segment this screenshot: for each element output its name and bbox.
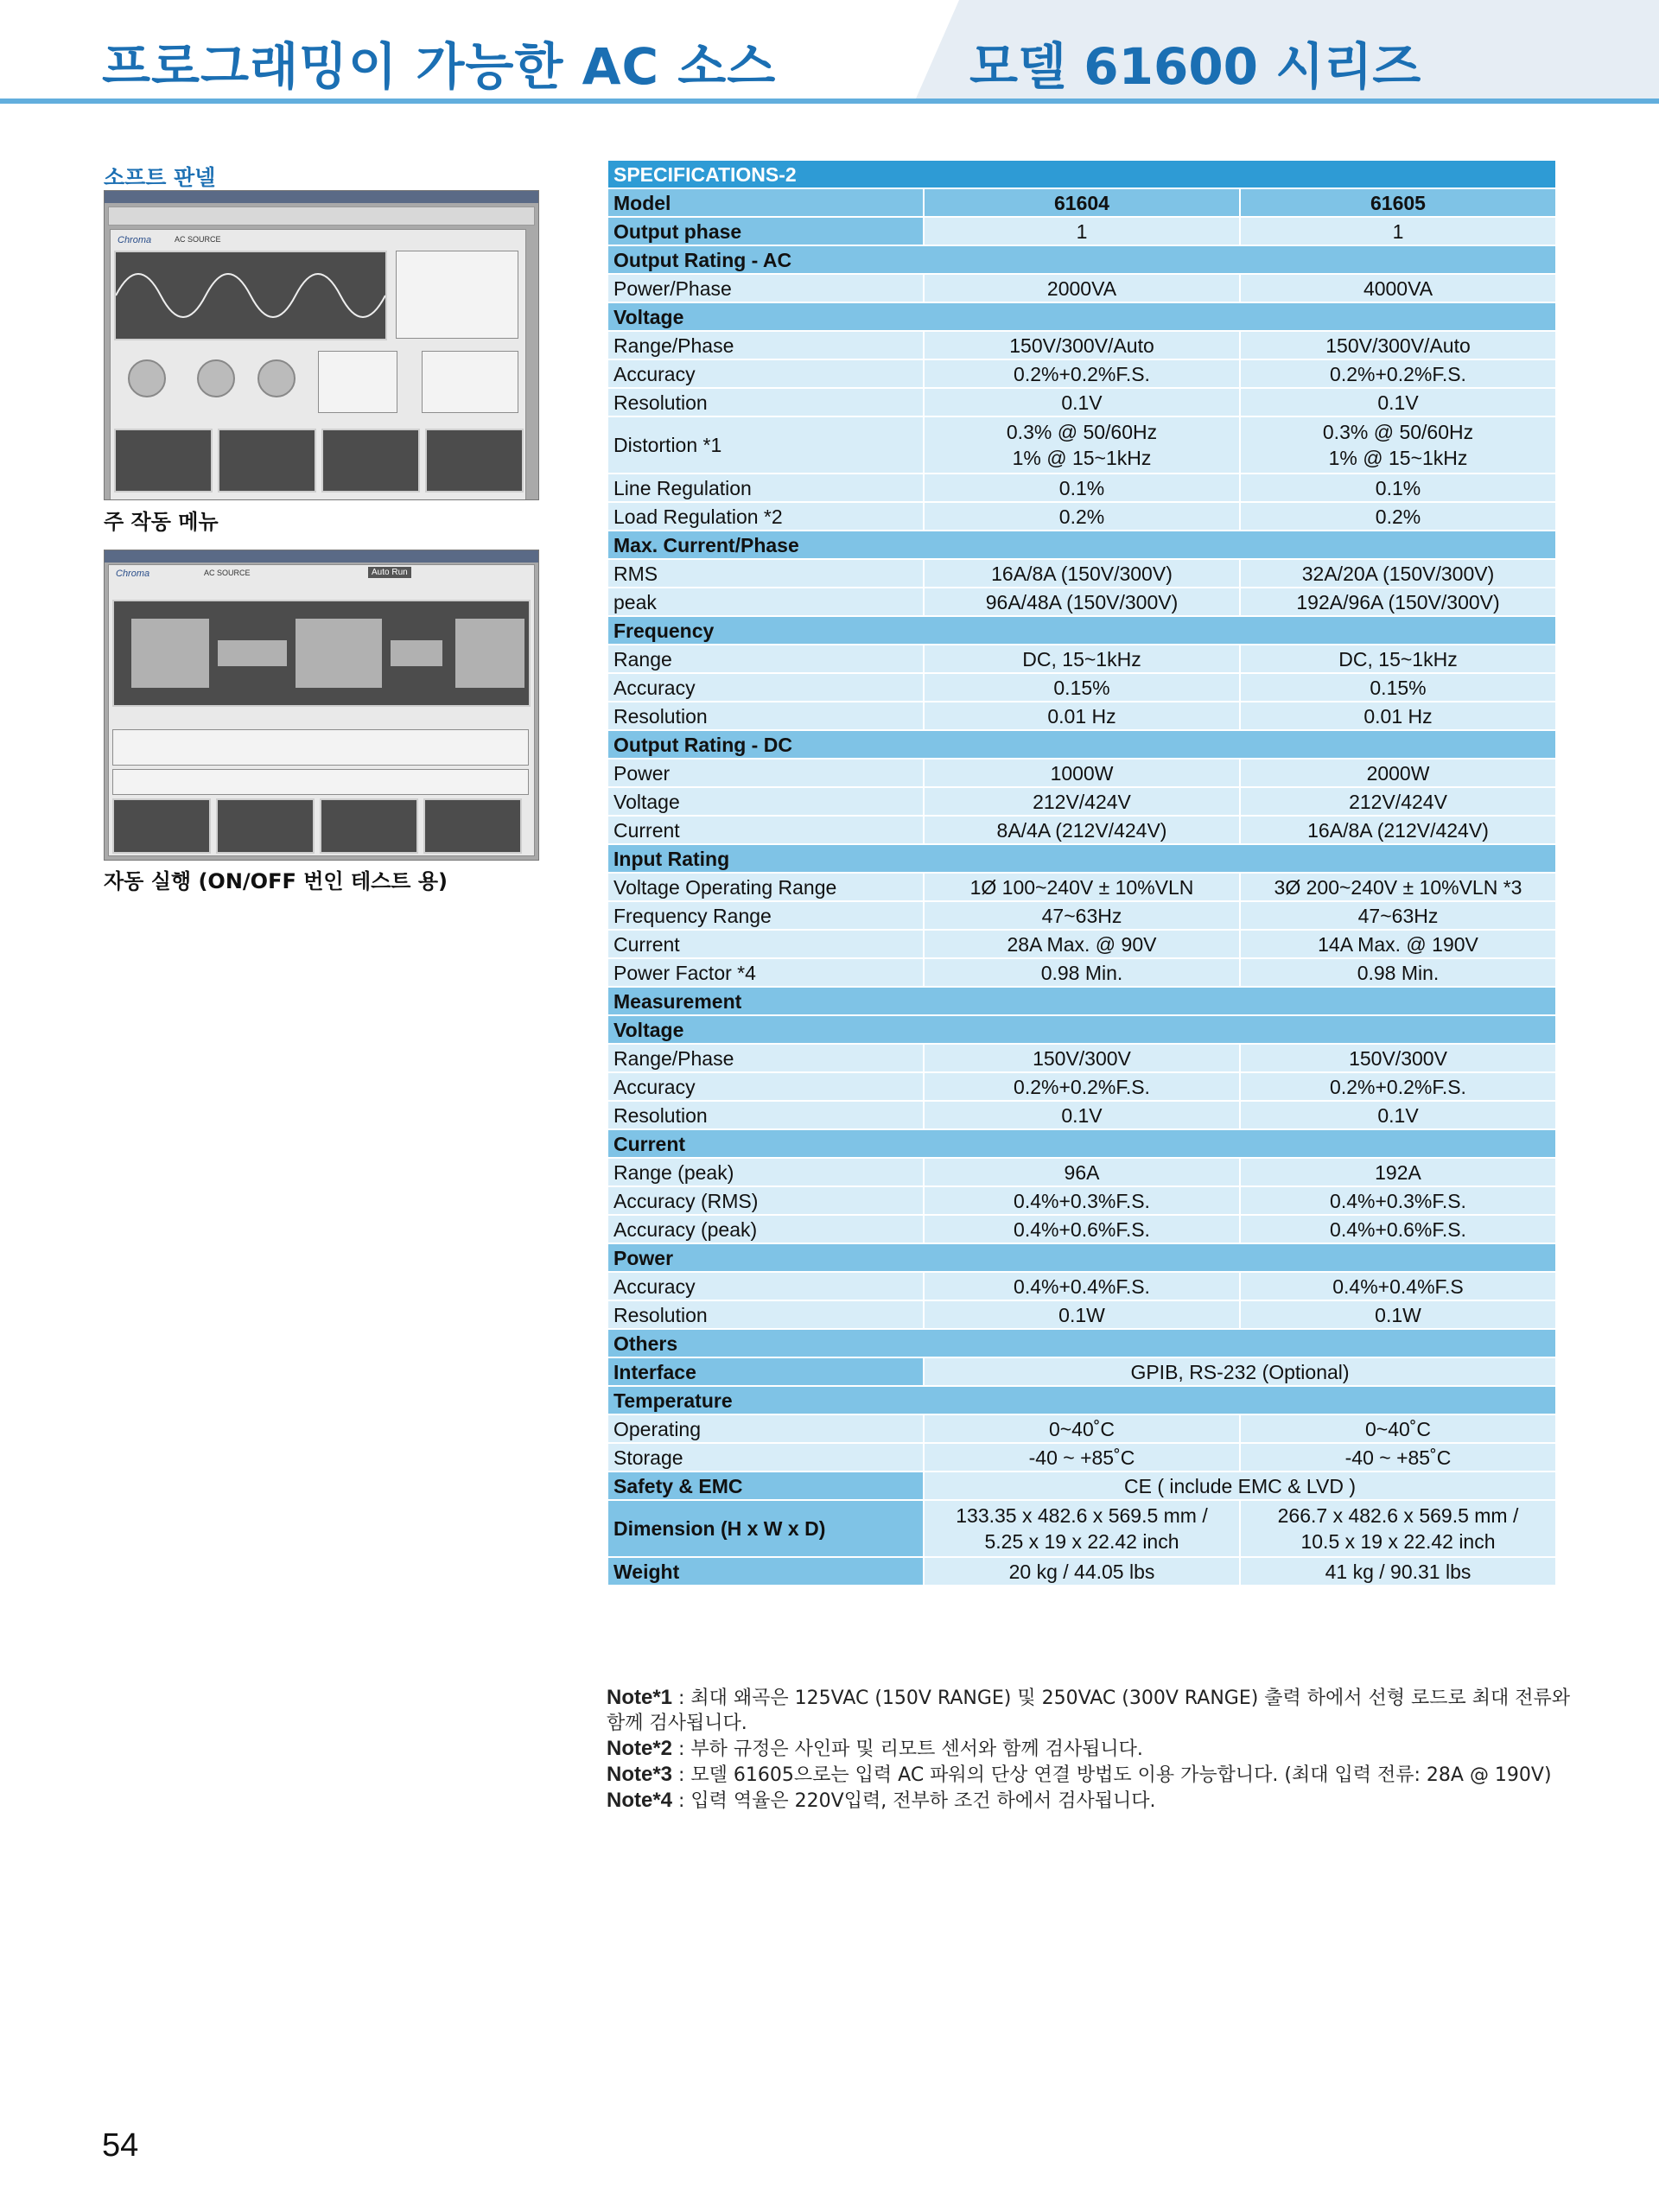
spec-label: Line Regulation xyxy=(607,474,924,502)
spec-label: Voltage Operating Range xyxy=(607,873,924,901)
spec-row xyxy=(607,1414,1556,1443)
screenshot-window xyxy=(110,229,526,500)
spec-label: Dimension (H x W x D) xyxy=(607,1500,924,1557)
spec-table xyxy=(607,159,1557,1586)
spec-value-61605: 0.2%+0.2%F.S. xyxy=(1240,359,1556,388)
spec-label: Storage xyxy=(607,1443,924,1471)
spec-value-61605: 0.01 Hz xyxy=(1240,702,1556,730)
spec-section-row xyxy=(607,1129,1556,1158)
auto-run-button: Auto Run xyxy=(368,567,411,578)
spec-label: Resolution xyxy=(607,388,924,416)
page-header xyxy=(0,0,1659,104)
spec-row xyxy=(607,673,1556,702)
notes xyxy=(607,1685,1574,1814)
mini-scope-1 xyxy=(114,429,213,493)
section-heading: Temperature xyxy=(607,1386,1556,1414)
main-menu-caption: 주 작동 메뉴 xyxy=(104,510,219,534)
spec-label: Resolution xyxy=(607,702,924,730)
spec-section-row xyxy=(607,844,1556,873)
spec-row xyxy=(607,1300,1556,1329)
spec-value-61604: 0.01 Hz xyxy=(924,702,1240,730)
mini-scope-2 xyxy=(216,798,315,854)
spec-value-61605: 0.1V xyxy=(1240,1101,1556,1129)
spec-label: Accuracy (RMS) xyxy=(607,1186,924,1215)
note-text: : 부하 규정은 사인파 및 리모트 센서와 함께 검사됩니다. xyxy=(672,1738,1143,1760)
spec-value-61604: 8A/4A (212V/424V) xyxy=(924,816,1240,844)
section-heading: Others xyxy=(607,1329,1556,1357)
spec-label: Resolution xyxy=(607,1101,924,1129)
model-61605: 61605 xyxy=(1240,188,1556,217)
sine-wave xyxy=(116,252,385,339)
section-heading: Measurement xyxy=(607,987,1556,1015)
mini-scope-3 xyxy=(320,798,418,854)
spec-value-61604: 212V/424V xyxy=(924,787,1240,816)
header-rule xyxy=(0,99,1659,104)
dc-voltage-knob xyxy=(257,359,296,397)
spec-row xyxy=(607,1072,1556,1101)
spec-row xyxy=(607,1101,1556,1129)
spec-value-61605: 150V/300V/Auto xyxy=(1240,331,1556,359)
sequence-fields xyxy=(112,769,529,795)
spec-row xyxy=(607,388,1556,416)
section-heading: Output Rating - DC xyxy=(607,730,1556,759)
spec-value-61604: 96A xyxy=(924,1158,1240,1186)
spec-value-61604: 0.4%+0.3%F.S. xyxy=(924,1186,1240,1215)
spec-value-61604: 0.3% @ 50/60Hz 1% @ 15~1kHz xyxy=(924,416,1240,474)
spec-label: Accuracy xyxy=(607,359,924,388)
mini-scope-4 xyxy=(423,798,522,854)
spec-label: Interface xyxy=(607,1357,924,1386)
spec-value-61605: 0.3% @ 50/60Hz 1% @ 15~1kHz xyxy=(1240,416,1556,474)
spec-value-61605: 150V/300V xyxy=(1240,1044,1556,1072)
spec-value-61605: 0.15% xyxy=(1240,673,1556,702)
spec-label: Range/Phase xyxy=(607,1044,924,1072)
spec-label: Power/Phase xyxy=(607,274,924,302)
spec-section-row xyxy=(607,987,1556,1015)
spec-section-row xyxy=(607,730,1556,759)
spec-row xyxy=(607,588,1556,616)
page-title: 프로그래밍이 가능한 AC 소스 xyxy=(102,37,777,96)
spec-label: RMS xyxy=(607,559,924,588)
spec-label: Accuracy xyxy=(607,1272,924,1300)
spec-label: Distortion *1 xyxy=(607,416,924,474)
spec-row xyxy=(607,1272,1556,1300)
model-label: Model xyxy=(607,188,924,217)
screenshot-menubar xyxy=(108,207,535,226)
spec-row xyxy=(607,559,1556,588)
spec-value-61604: 1000W xyxy=(924,759,1240,787)
spec-value-61604: 96A/48A (150V/300V) xyxy=(924,588,1240,616)
spec-value-61605: 0.98 Min. xyxy=(1240,958,1556,987)
spec-value-61604: 150V/300V/Auto xyxy=(924,331,1240,359)
spec-label: Voltage xyxy=(607,787,924,816)
spec-row xyxy=(607,217,1556,245)
spec-value-61605: 0.4%+0.3%F.S. xyxy=(1240,1186,1556,1215)
section-heading: Power xyxy=(607,1243,1556,1272)
spec-row xyxy=(607,359,1556,388)
spec-value-61604: 0.4%+0.6%F.S. xyxy=(924,1215,1240,1243)
spec-label: Range xyxy=(607,645,924,673)
spec-label: Weight xyxy=(607,1557,924,1586)
spec-section-row xyxy=(607,1386,1556,1414)
mini-scope-4 xyxy=(425,429,524,493)
spec-value-61604: 0~40˚C xyxy=(924,1414,1240,1443)
screenshot-label: AC SOURCE xyxy=(204,569,251,577)
spec-label: Accuracy (peak) xyxy=(607,1215,924,1243)
spec-value-61604: 47~63Hz xyxy=(924,901,1240,930)
note-item xyxy=(607,1685,1574,1736)
spec-title: SPECIFICATIONS-2 xyxy=(607,160,1556,188)
spec-value-61604: 0.2%+0.2%F.S. xyxy=(924,359,1240,388)
section-heading: Current xyxy=(607,1129,1556,1158)
model-series-title: 모델 61600 시리즈 xyxy=(969,37,1421,96)
spec-row xyxy=(607,1044,1556,1072)
spec-row xyxy=(607,816,1556,844)
spec-label: Range (peak) xyxy=(607,1158,924,1186)
screenshot-window xyxy=(108,564,535,856)
screenshot-label: AC SOURCE xyxy=(175,235,221,244)
spec-row xyxy=(607,1557,1556,1586)
screenshot-titlebar xyxy=(105,191,538,203)
burst-waveform xyxy=(114,601,529,705)
note-tag: Note*3 xyxy=(607,1763,673,1786)
brand-logo: Chroma xyxy=(116,569,150,579)
spec-value-61605: 1 xyxy=(1240,217,1556,245)
section-heading: Voltage xyxy=(607,1015,1556,1044)
note-tag: Note*1 xyxy=(607,1686,673,1709)
spec-label: Safety & EMC xyxy=(607,1471,924,1500)
spec-label: Current xyxy=(607,816,924,844)
spec-value-61605: 0.4%+0.4%F.S xyxy=(1240,1272,1556,1300)
note-item xyxy=(607,1788,1574,1814)
spec-value-61604: 0.2% xyxy=(924,502,1240,531)
spec-value-61604: 0.2%+0.2%F.S. xyxy=(924,1072,1240,1101)
sequence-scope xyxy=(112,600,531,707)
spec-value-61604: 150V/300V xyxy=(924,1044,1240,1072)
spec-value-61605: 16A/8A (212V/424V) xyxy=(1240,816,1556,844)
spec-value-61605: 212V/424V xyxy=(1240,787,1556,816)
section-heading: Output Rating - AC xyxy=(607,245,1556,274)
spec-value-61604: 133.35 x 482.6 x 569.5 mm / 5.25 x 19 x 22.42 inch xyxy=(924,1500,1240,1557)
spec-value-61604: 0.1V xyxy=(924,1101,1240,1129)
spec-value-61605: -40 ~ +85˚C xyxy=(1240,1443,1556,1471)
spec-label: Range/Phase xyxy=(607,331,924,359)
section-heading: Voltage xyxy=(607,302,1556,331)
spec-section-row xyxy=(607,616,1556,645)
spec-value-61605: 0.2%+0.2%F.S. xyxy=(1240,1072,1556,1101)
spec-value-61605: 14A Max. @ 190V xyxy=(1240,930,1556,958)
spec-value-61604: 0.4%+0.4%F.S. xyxy=(924,1272,1240,1300)
spec-row xyxy=(607,901,1556,930)
spec-label: Current xyxy=(607,930,924,958)
brand-logo: Chroma xyxy=(118,235,152,245)
spec-section-row xyxy=(607,245,1556,274)
note-tag: Note*2 xyxy=(607,1737,673,1760)
spec-row xyxy=(607,1471,1556,1500)
spec-value-61605: 192A/96A (150V/300V) xyxy=(1240,588,1556,616)
spec-value-61605: 0.4%+0.6%F.S. xyxy=(1240,1215,1556,1243)
spec-value-61604: DC, 15~1kHz xyxy=(924,645,1240,673)
spec-row xyxy=(607,645,1556,673)
spec-section-row xyxy=(607,1015,1556,1044)
spec-label: Power xyxy=(607,759,924,787)
mini-scope-1 xyxy=(112,798,211,854)
spec-section-row xyxy=(607,531,1556,559)
spec-row xyxy=(607,1215,1556,1243)
spec-value-61604: 0.15% xyxy=(924,673,1240,702)
output-panel xyxy=(422,351,518,413)
spec-row xyxy=(607,702,1556,730)
limit-panel xyxy=(318,351,397,413)
spec-value-61604: 1 xyxy=(924,217,1240,245)
spec-value: CE ( include EMC & LVD ) xyxy=(924,1471,1556,1500)
note-tag: Note*4 xyxy=(607,1789,673,1812)
note-text: : 모델 61605으로는 입력 AC 파워의 단상 연결 방법도 이용 가능합니다. (최대 입력 전류: 28A @ 190V) xyxy=(672,1764,1552,1786)
spec-row xyxy=(607,1443,1556,1471)
spec-value-61605: 266.7 x 482.6 x 569.5 mm / 10.5 x 19 x 22.42 inch xyxy=(1240,1500,1556,1557)
spec-label: Resolution xyxy=(607,1300,924,1329)
mini-scope-3 xyxy=(321,429,420,493)
spec-row xyxy=(607,274,1556,302)
spec-title-row xyxy=(607,160,1556,188)
spec-label: Output phase xyxy=(607,217,924,245)
ac-voltage-knob xyxy=(128,359,166,397)
model-61604: 61604 xyxy=(924,188,1240,217)
spec-value-61605: 41 kg / 90.31 lbs xyxy=(1240,1557,1556,1586)
spec-value-61604: 0.1V xyxy=(924,388,1240,416)
spec-value-61604: 16A/8A (150V/300V) xyxy=(924,559,1240,588)
spec-row xyxy=(607,1500,1556,1557)
section-heading: Max. Current/Phase xyxy=(607,531,1556,559)
spec-label: Frequency Range xyxy=(607,901,924,930)
spec-row xyxy=(607,1186,1556,1215)
spec-value-61605: 4000VA xyxy=(1240,274,1556,302)
settings-panel xyxy=(396,251,518,339)
auto-run-screenshot xyxy=(104,550,539,861)
spec-value-61605: 192A xyxy=(1240,1158,1556,1186)
spec-row xyxy=(607,787,1556,816)
main-menu-screenshot xyxy=(104,190,539,500)
spec-label: Operating xyxy=(607,1414,924,1443)
spec-section-row xyxy=(607,1329,1556,1357)
page-number: 54 xyxy=(102,2127,139,2164)
spec-value-61605: 0.1% xyxy=(1240,474,1556,502)
spec-value-61604: 28A Max. @ 90V xyxy=(924,930,1240,958)
note-text: : 입력 역율은 220V입력, 전부하 조건 하에서 검사됩니다. xyxy=(672,1790,1156,1812)
spec-label: peak xyxy=(607,588,924,616)
spec-value-61605: 0.1V xyxy=(1240,388,1556,416)
spec-value: GPIB, RS-232 (Optional) xyxy=(924,1357,1556,1386)
spec-value-61605: 0~40˚C xyxy=(1240,1414,1556,1443)
spec-label: Accuracy xyxy=(607,1072,924,1101)
spec-row xyxy=(607,502,1556,531)
note-item xyxy=(607,1762,1574,1788)
spec-value-61605: 0.1W xyxy=(1240,1300,1556,1329)
section-heading: Frequency xyxy=(607,616,1556,645)
spec-label: Power Factor *4 xyxy=(607,958,924,987)
screenshot-titlebar xyxy=(105,550,538,563)
spec-row xyxy=(607,759,1556,787)
spec-value-61604: 0.98 Min. xyxy=(924,958,1240,987)
note-text: : 최대 왜곡은 125VAC (150V RANGE) 및 250VAC (300V RANGE) 출력 하에서 선형 로드로 최대 전류와 함께 검사됩니다. xyxy=(607,1688,1571,1734)
spec-row xyxy=(607,1158,1556,1186)
spec-value-61604: 1Ø 100~240V ± 10%VLN xyxy=(924,873,1240,901)
spec-section-row xyxy=(607,302,1556,331)
frequency-knob xyxy=(197,359,235,397)
note-item xyxy=(607,1736,1574,1762)
spec-value-61604: 0.1% xyxy=(924,474,1240,502)
spec-row xyxy=(607,873,1556,901)
spec-value-61604: 20 kg / 44.05 lbs xyxy=(924,1557,1240,1586)
spec-label: Load Regulation *2 xyxy=(607,502,924,531)
mini-scope-2 xyxy=(218,429,316,493)
spec-row xyxy=(607,958,1556,987)
spec-value-61605: 0.2% xyxy=(1240,502,1556,531)
spec-section-row xyxy=(607,1243,1556,1272)
spec-value-61605: 32A/20A (150V/300V) xyxy=(1240,559,1556,588)
spec-value-61605: 47~63Hz xyxy=(1240,901,1556,930)
spec-label: Accuracy xyxy=(607,673,924,702)
spec-row xyxy=(607,474,1556,502)
spec-value-61605: 3Ø 200~240V ± 10%VLN *3 xyxy=(1240,873,1556,901)
model-row xyxy=(607,188,1556,217)
sequence-slider xyxy=(112,729,529,766)
section-heading: Input Rating xyxy=(607,844,1556,873)
spec-value-61604: -40 ~ +85˚C xyxy=(924,1443,1240,1471)
spec-row xyxy=(607,930,1556,958)
spec-row xyxy=(607,416,1556,474)
spec-value-61605: 2000W xyxy=(1240,759,1556,787)
spec-value-61605: DC, 15~1kHz xyxy=(1240,645,1556,673)
soft-panel-title: 소프트 판넬 xyxy=(104,165,216,190)
spec-row xyxy=(607,331,1556,359)
auto-run-caption: 자동 실행 (ON/OFF 번인 테스트 용) xyxy=(104,869,448,893)
waveform-scope xyxy=(114,251,387,340)
spec-row xyxy=(607,1357,1556,1386)
spec-value-61604: 0.1W xyxy=(924,1300,1240,1329)
spec-value-61604: 2000VA xyxy=(924,274,1240,302)
